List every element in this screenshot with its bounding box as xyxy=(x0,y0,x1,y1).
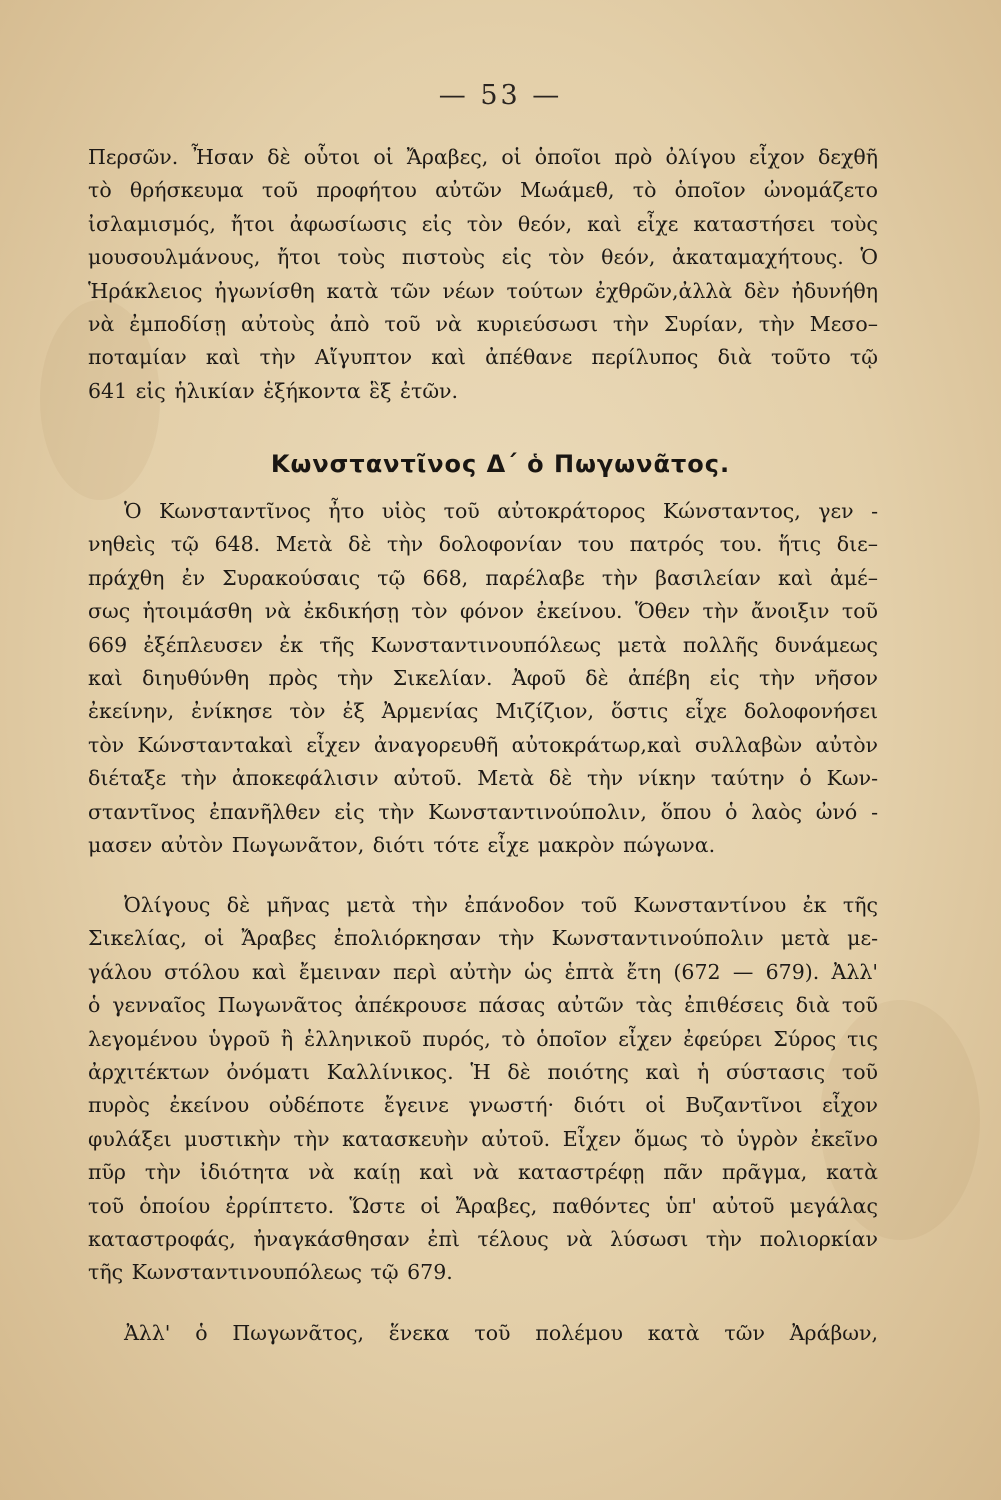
text-line: τὸν Κώνστανταkαὶ εἶχεν ἀναγορευθῆ αὐτοκράτωρ,καὶ συλλαβὼν αὐτὸν xyxy=(88,732,878,757)
paragraph-constantine xyxy=(88,495,878,862)
paragraph-siege xyxy=(88,889,878,1290)
text-line: ἀρχιτέκτων ὀνόματι Καλλίνικος. Ἡ δὲ ποιότης καὶ ἡ σύστασις τοῦ xyxy=(88,1060,878,1085)
text-line: γάλου στόλου καὶ ἔμειναν περὶ αὐτὴν ὡς ἑπτὰ ἔτη (672 — 679). Ἀλλ' xyxy=(88,959,878,984)
page-number: — 53 — xyxy=(438,80,563,111)
text-line: πῦρ τὴν ἰδιότητα νὰ καίῃ καὶ νὰ καταστρέφῃ πᾶν πρᾶγμα, κατὰ xyxy=(88,1160,878,1185)
text-line: Ἡράκλειος ἠγωνίσθη κατὰ τῶν νέων τούτων ἐχθρῶν,ἀλλὰ δὲν ἠδυνήθη xyxy=(88,278,878,303)
text-line: τὸ θρήσκευμα τοῦ προφήτου αὐτῶν Μωάμεθ, τὸ ὁποῖον ὠνομάζετο xyxy=(88,178,878,203)
text-line: μουσουλμάνους, ἤτοι τοὺς πιστοὺς εἰς τὸν θεόν, ἀκαταμαχήτους. Ὁ xyxy=(88,245,878,270)
text-line: ὁ γενναῖος Πωγωνᾶτος ἀπέκρουσε πάσας αὐτῶν τὰς ἐπιθέσεις διὰ τοῦ xyxy=(88,993,878,1018)
text-line: πυρὸς ἐκείνου οὐδέποτε ἔγεινε γνωστή· διότι οἱ Βυζαντῖνοι εἶχον xyxy=(88,1093,878,1118)
text-line: νηθεὶς τῷ 648. Μετὰ δὲ τὴν δολοφονίαν του πατρός του. ἥτις διε– xyxy=(88,532,878,557)
text-line: φυλάξει μυστικὴν τὴν κατασκευὴν αὐτοῦ. Εἶχεν ὅμως τὸ ὑγρὸν ἐκεῖνο xyxy=(88,1126,878,1151)
text-line: Σικελίας, οἱ Ἄραβες ἐπολιόρκησαν τὴν Κωνσταντινούπολιν μετὰ με- xyxy=(88,926,878,951)
text-line: λεγομένου ὑγροῦ ἢ ἑλληνικοῦ πυρός, τὸ ὁποῖον εἶχεν ἐφεύρει Σύρος τις xyxy=(88,1026,878,1051)
text-line: σως ἡτοιμάσθη νὰ ἐκδικήσῃ τὸν φόνον ἐκείνου. Ὅθεν τὴν ἄνοιξιν τοῦ xyxy=(88,599,878,624)
paragraph-persians xyxy=(88,141,878,408)
text-line: πράχθη ἐν Συρακούσαις τῷ 668, παρέλαβε τὴν βασιλείαν καὶ ἀμέ– xyxy=(88,565,878,590)
text-line: καταστροφάς, ἠναγκάσθησαν ἐπὶ τέλους νὰ λύσωσι τὴν πολιορκίαν xyxy=(88,1227,878,1252)
text-line: καὶ διηυθύνθη πρὸς τὴν Σικελίαν. Ἀφοῦ δὲ ἀπέβη εἰς τὴν νῆσον xyxy=(88,666,878,691)
text-line: Ἀλλ' ὁ Πωγωνᾶτος, ἕνεκα τοῦ πολέμου κατὰ τῶν Ἀράβων, xyxy=(124,1321,878,1345)
text-line: τοῦ ὁποίου ἐρρίπτετο. Ὥστε οἱ Ἄραβες, παθόντες ὑπ' αὐτοῦ μεγάλας xyxy=(88,1193,878,1218)
text-line: Περσῶν. Ἦσαν δὲ οὗτοι οἱ Ἄραβες, οἱ ὁποῖοι πρὸ ὀλίγου εἶχον δεχθῆ xyxy=(88,145,878,169)
text-line: 641 εἰς ἡλικίαν ἑξήκοντα ἓξ ἐτῶν. xyxy=(88,378,459,403)
text-line: ἰσλαμισμός, ἤτοι ἀφωσίωσις εἰς τὸν θεόν, καὶ εἶχε καταστήσει τοὺς xyxy=(88,211,878,236)
text-line: τῆς Κωνσταντινουπόλεως τῷ 679. xyxy=(88,1260,453,1285)
text-line: ἐκείνην, ἐνίκησε τὸν ἐξ Ἀρμενίας Μιζίζιον, ὅστις εἶχε δολοφονήσει xyxy=(88,699,878,724)
text-line: διέταξε τὴν ἀποκεφάλισιν αὐτοῦ. Μετὰ δὲ τὴν νίκην ταύτην ὁ Κων- xyxy=(88,766,878,791)
text-line: σταντῖνος ἐπανῆλθεν εἰς τὴν Κωνσταντινούπολιν, ὅπου ὁ λαὸς ὠνό - xyxy=(88,799,878,824)
paragraph-continuation xyxy=(88,1317,878,1350)
text-line: νὰ ἐμποδίσῃ αὐτοὺς ἀπὸ τοῦ νὰ κυριεύσωσι τὴν Συρίαν, τὴν Μεσο– xyxy=(88,312,878,337)
text-line: μασεν αὐτὸν Πωγωνᾶτον, διότι τότε εἶχε μακρὸν πώγωνα. xyxy=(88,833,716,858)
text-line: Ὀλίγους δὲ μῆνας μετὰ τὴν ἐπάνοδον τοῦ Κωνσταντίνου ἐκ τῆς xyxy=(124,893,878,917)
text-line: ποταμίαν καὶ τὴν Αἴγυπτον καὶ ἀπέθανε περίλυπος διὰ τοῦτο τῷ xyxy=(88,345,878,370)
text-line: 669 ἐξέπλευσεν ἐκ τῆς Κωνσταντινουπόλεως μετὰ πολλῆς δυνάμεως xyxy=(88,632,878,657)
text-line: Ὁ Κωνσταντῖνος ἦτο υἱὸς τοῦ αὐτοκράτορος Κώνσταντος, γεν - xyxy=(124,499,878,523)
section-heading: Κωνσταντῖνος Δ΄ ὁ Πωγωνᾶτος. xyxy=(270,450,731,478)
